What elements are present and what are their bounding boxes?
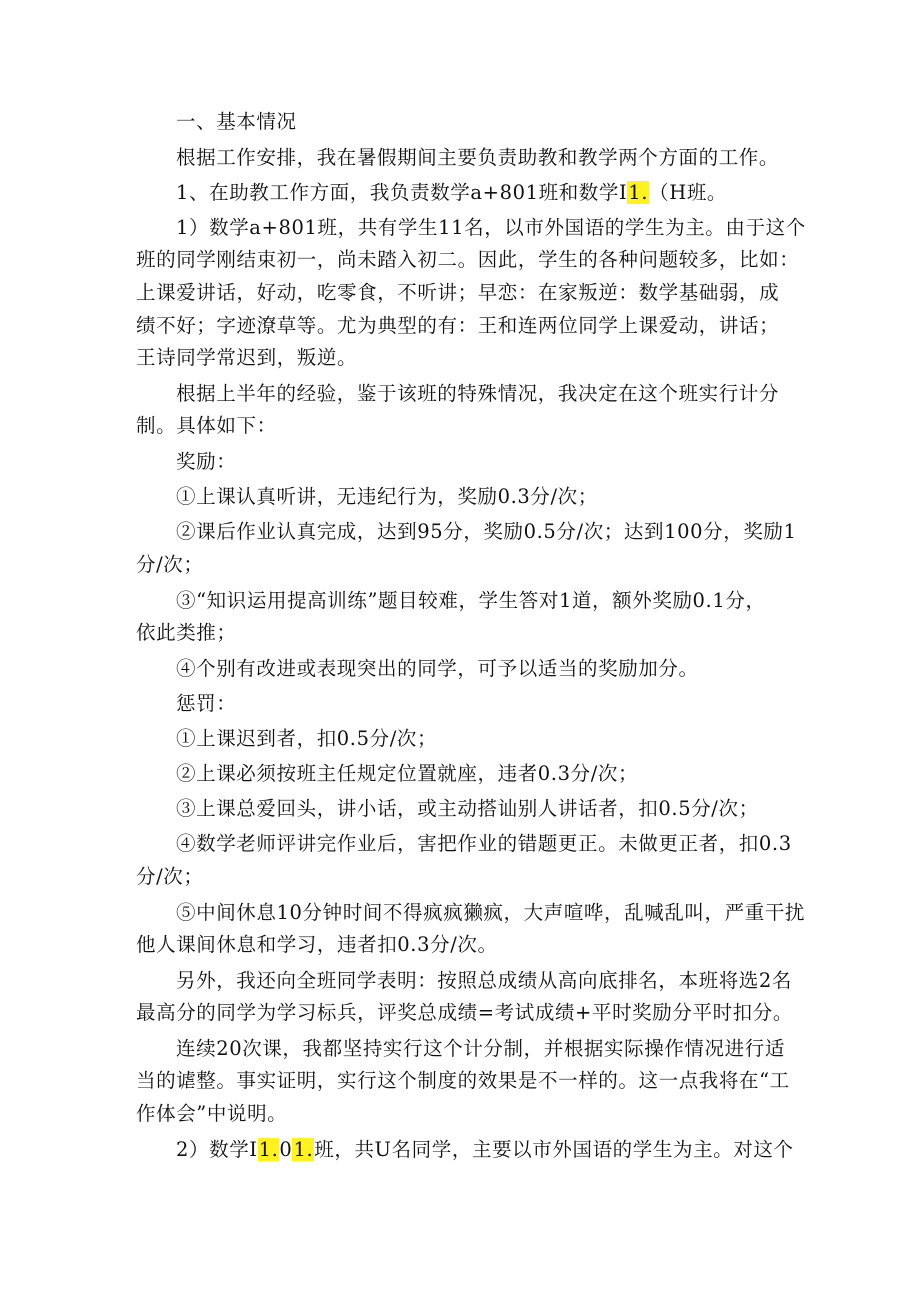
paragraph-assistant-work	[176, 178, 836, 208]
paragraph-text: 班，共U名同学，主要以市外国语的学生为主。对这个	[314, 1138, 794, 1161]
highlighted-text: 1.	[628, 181, 649, 204]
reward-item-2-line-2: 分/次；	[136, 553, 204, 576]
penalty-title: 惩罚：	[176, 692, 237, 715]
class-801-line-1: 1）数学a+801班，共有学生11名，以市外国语的学生为主。由于这个	[176, 216, 806, 239]
reward-item-1: ①上课认真听讲，无违纪行为，奖励0.3分/次；	[176, 485, 598, 508]
class-801-line-5: 王诗同学常迟到，叛逆。	[136, 346, 358, 369]
penalty-item-5-line-2: 他人课间休息和学习，违者扣0.3分/次。	[136, 933, 498, 956]
penalty-item-3: ③上课总爱回头，讲小话，或主动搭讪别人讲话者，扣0.5分/次；	[176, 797, 759, 820]
result-line-1: 连续20次课，我都坚持实行这个计分制，并根据实际操作情况进行适	[176, 1037, 785, 1060]
reward-item-2-line-1: ②课后作业认真完成，达到95分，奖励0.5分/次；达到100分，奖励1	[176, 520, 797, 543]
reward-item-3-line-2: 依此类推；	[136, 621, 237, 644]
paragraph-text: 0	[279, 1138, 293, 1161]
ranking-line-2: 最高分的同学为学习标兵，评奖总成绩=考试成绩+平时奖励分平时扣分。	[136, 1001, 793, 1024]
class-801-line-3: 上课爱讲话，好动，吃零食，不听讲；早恋：在家叛逆：数学基础弱，成	[136, 281, 780, 304]
ranking-line-1: 另外，我还向全班同学表明：按照总成绩从高向底排名，本班将选2名	[176, 969, 793, 992]
reward-title: 奖励：	[176, 450, 237, 473]
paragraph-text: （H班。	[649, 181, 728, 204]
penalty-item-2: ②上课必须按班主任规定位置就座，违者0.3分/次；	[176, 762, 639, 785]
penalty-item-4-line-2: 分/次；	[136, 865, 204, 888]
scoring-plan-line-1: 根据上半年的经验，鉴于该班的特殊情况，我决定在这个班实行计分	[176, 382, 780, 405]
paragraph-intro: 根据工作安排，我在暑假期间主要负责助教和教学两个方面的工作。	[176, 146, 780, 169]
penalty-item-1: ①上课迟到者，扣0.5分/次；	[176, 727, 438, 750]
paragraph-text: 2）数学I	[176, 1138, 258, 1161]
reward-item-3-line-1: ③“知识运用提高训练”题目较难，学生答对1道，额外奖励0.1分，	[176, 589, 766, 612]
result-line-2: 当的谑整。事实证明，实行这个制度的效果是不一样的。这一点我将在“工	[136, 1069, 790, 1092]
penalty-item-4-line-1: ④数学老师评讲完作业后，害把作业的错题更正。未做更正者，扣0.3	[176, 832, 792, 855]
highlighted-text: 1.	[293, 1138, 314, 1161]
section-heading: 一、基本情况	[176, 110, 297, 133]
class-2-intro	[176, 1135, 836, 1165]
highlighted-text: 1.	[258, 1138, 279, 1161]
reward-item-4: ④个别有改进或表现突出的同学，可予以适当的奖励加分。	[176, 657, 699, 680]
scoring-plan-line-2: 制。具体如下：	[136, 414, 277, 437]
paragraph-text: 1、在助教工作方面，我负责数学a+801班和数学I	[176, 181, 628, 204]
class-801-line-4: 绩不好；字迹潦草等。尤为典型的有：王和连两位同学上课爱动，讲话；	[136, 314, 780, 337]
result-line-3: 作体会”中说明。	[136, 1102, 288, 1125]
class-801-line-2: 班的同学刚结束初一，尚未踏入初二。因此，学生的各种问题较多，比如：	[136, 248, 800, 271]
penalty-item-5-line-1: ⑤中间休息10分钟时间不得疯疯獭疯，大声喧哗，乱喊乱叫，严重干扰	[176, 901, 806, 924]
